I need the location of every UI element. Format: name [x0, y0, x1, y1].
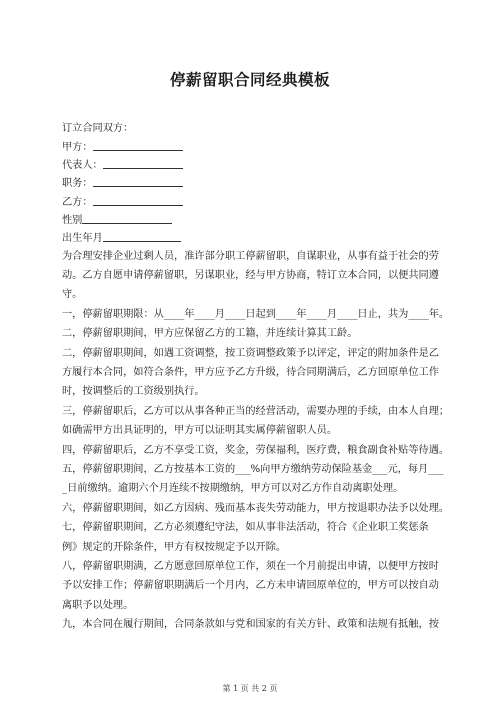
clause-1: 一，停薪留职期限：从____年____月____日起到____年____月____日止，共为____年。 [62, 309, 450, 320]
representative-blank[interactable] [103, 158, 183, 169]
gender-label: 性别 [62, 215, 83, 226]
body-line: 守。 [62, 289, 83, 300]
clause-5: 五，停薪留职期间，乙方按基本工资的___%向甲方缴纳劳动保险基金___元，每月___ [62, 464, 444, 475]
representative-field [62, 158, 447, 172]
clause-6: 六，停薪留职期间，如乙方因病、残而基本丧失劳动能力，甲方按退职办法予以处理。 [62, 503, 450, 514]
body-line: 动。乙方自愿申请停薪留职，另谋职业，经与甲方协商，特订立本合同，以便共同遵 [62, 270, 439, 281]
body-line: 例》规定的开除条件，甲方有权按规定予以开除。 [62, 542, 287, 553]
birth-field [62, 231, 447, 245]
birth-label: 出生年月 [62, 233, 103, 244]
position-label: 职务： [62, 178, 93, 189]
body-line: 离职予以处理。 [62, 600, 134, 611]
body-line: 方履行本合同，如符合条件，甲方应予乙方升级，待合同期满后，乙方回原单位工作 [62, 367, 439, 378]
body-line: 为合理安排企业过剩人员，准许部分职工停薪留职，自谋职业，从事有益于社会的劳 [62, 251, 439, 262]
parties-label: 订立合同双方： [62, 123, 134, 134]
gender-blank[interactable] [82, 213, 172, 224]
position-blank[interactable] [93, 176, 183, 187]
party-b-field [62, 195, 447, 209]
representative-label: 代表人： [62, 160, 103, 171]
birth-blank[interactable] [103, 231, 181, 242]
party-b-blank[interactable] [93, 195, 183, 206]
document-title: 停薪留职合同经典模板 [169, 71, 330, 89]
party-a-blank[interactable] [93, 140, 183, 151]
party-b-label: 乙方： [62, 197, 93, 208]
party-a-label: 甲方： [62, 142, 93, 153]
clause-3: 三，停薪留职后，乙方可以从事各种正当的经营活动，需要办理的手续，由本人自理； [62, 406, 450, 417]
body-line: 时，按调整后的工资级别执行。 [62, 386, 205, 397]
body-line: 予以安排工作；停薪留职期满后一个月内，乙方未申请回原单位的，甲方可以按自动 [62, 580, 439, 591]
clause-4: 四，停薪留职后，乙方不享受工资，奖金，劳保福利，医疗费，粮食副食补贴等待遇。 [62, 445, 450, 456]
party-a-field [62, 140, 447, 154]
clause-2b: 二，停薪留职期间，如遇工资调整，按工资调整政策予以评定，评定的附加条件是乙 [62, 348, 439, 359]
page-footer: 第 1 页 共 2 页 [222, 684, 278, 693]
gender-field [62, 213, 447, 227]
clause-9: 九，本合同在履行期间，合同条款如与党和国家的有关方针、政策和法规有抵触，按 [62, 619, 439, 630]
position-field [62, 176, 447, 190]
body-line: 如确需甲方出具证明的，甲方可以证明其实属停薪留职人员。 [62, 425, 338, 436]
clause-2: 二，停薪留职期间，甲方应保留乙方的工籍，并连续计算其工龄。 [62, 328, 358, 339]
clause-8: 八，停薪留职期满，乙方愿意回原单位工作，须在一个月前提出申请，以便甲方按时 [62, 561, 439, 572]
body-line: _日前缴纳。逾期六个月连续不按期缴纳，甲方可以对乙方作自动离职处理。 [62, 483, 404, 494]
clause-7: 七，停薪留职期间，乙方必须遵纪守法，如从事非法活动，符合《企业职工奖惩条 [62, 522, 429, 533]
